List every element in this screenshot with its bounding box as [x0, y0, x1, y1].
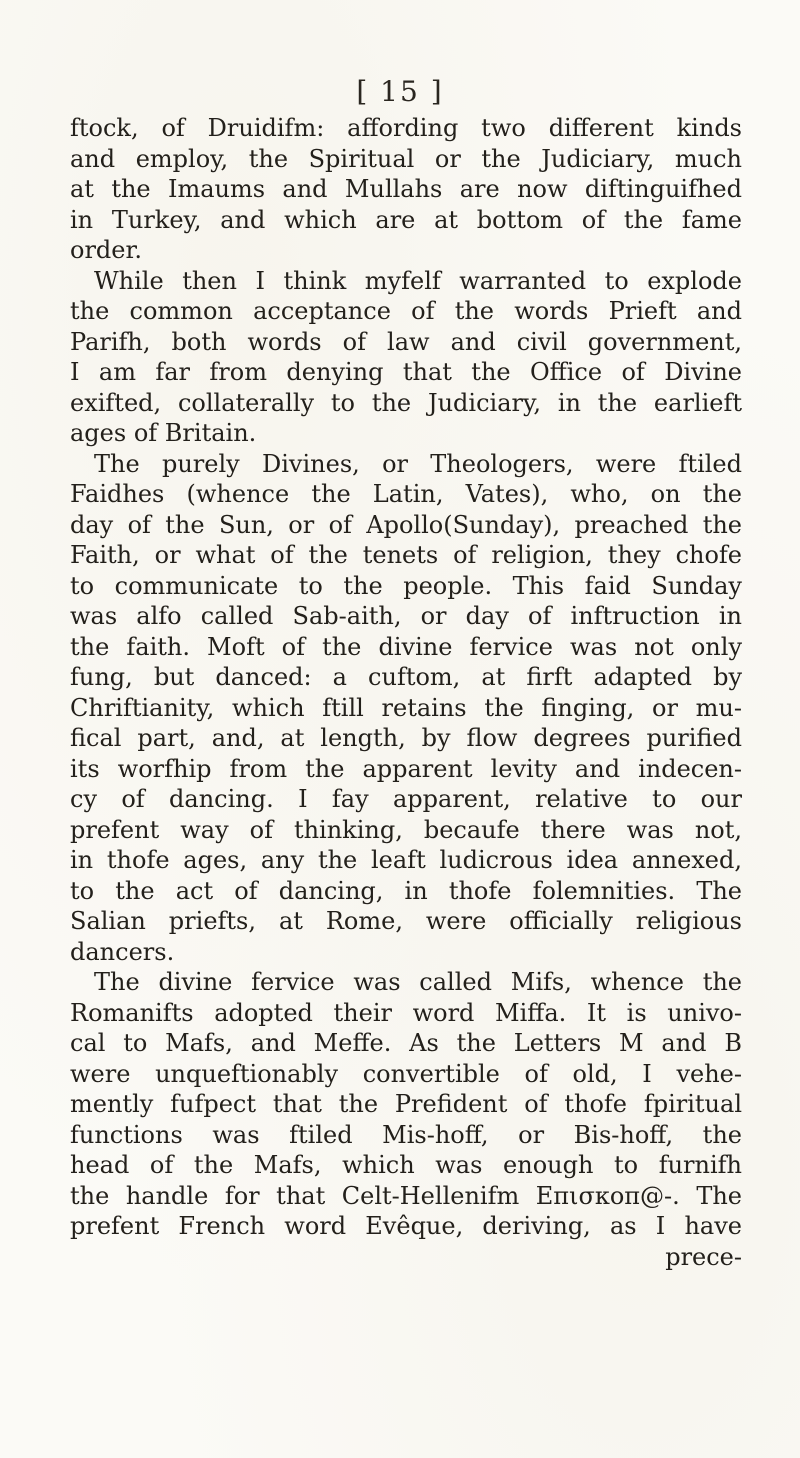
text-line: the faith. Moft of the divine fervice was not only — [70, 632, 742, 661]
text-line: order. — [70, 236, 142, 264]
text-line: Faidhes (whence the Latin, Vates), who, on the — [70, 480, 742, 508]
text-line: I am far from denying that the Office of Divine — [70, 358, 742, 386]
text-line: prefent French word Evêque, deriving, as I have — [70, 1212, 742, 1240]
text-line: The divine fervice was called Mifs, whence the — [94, 968, 742, 996]
text-line: fung, but danced: a cuftom, at firft adapted by — [70, 663, 742, 691]
catchword: prece- — [665, 1242, 742, 1271]
text-line: the common acceptance of the words Prieft and — [70, 297, 742, 325]
text-line: to communicate to the people. This faid Sunday — [70, 571, 742, 600]
body-text — [70, 113, 742, 1272]
text-line: to the act of dancing, in thofe folemnities. The — [70, 876, 742, 905]
text-line: Salian priefts, at Rome, were officially religious — [70, 907, 742, 935]
text-line: Faith, or what of the tenets of religion, they chofe — [70, 541, 742, 569]
text-line: cal to Mafs, and Meffe. As the Letters M and B — [70, 1029, 742, 1057]
text-line: and employ, the Spiritual or the Judiciary, much — [70, 144, 742, 173]
text-line: exifted, collaterally to the Judiciary, in the earlieft — [70, 388, 742, 417]
page-number: [ 15 ] — [356, 75, 444, 108]
text-line: The purely Divines, or Theologers, were ftiled — [94, 449, 742, 478]
text-line: Parifh, both words of law and civil government, — [70, 327, 742, 356]
text-line: functions was ftiled Mis-hoff, or Bis-hoff, the — [70, 1120, 742, 1149]
text-line: cy of dancing. I fay apparent, relative to our — [70, 785, 742, 813]
text-line: in Turkey, and which are at bottom of the fame — [70, 205, 742, 234]
text-line: ftock, of Druidifm: affording two different kinds — [70, 114, 742, 142]
text-line: head of the Mafs, which was enough to furnifh — [70, 1151, 742, 1179]
text-line: dancers. — [70, 937, 175, 966]
text-line: at the Imaums and Mullahs are now diftinguifhed — [70, 175, 742, 203]
text-line: mently fufpect that the Prefident of thofe fpiritual — [70, 1090, 742, 1118]
text-line: was alfo called Sab-aith, or day of inftruction in — [70, 602, 742, 630]
text-line: fical part, and, at length, by flow degrees purified — [70, 724, 742, 752]
text-line: its worfhip from the apparent levity and indecen- — [70, 754, 742, 783]
text-line: While then I think myfelf warranted to explode — [94, 266, 742, 295]
text-line: prefent way of thinking, becaufe there was not, — [70, 815, 742, 844]
text-line: the handle for that Celt-Hellenifm Επισκοπ@-. The — [70, 1181, 742, 1210]
text-line: were unqueftionably convertible of old, I vehe- — [70, 1059, 742, 1088]
text-line: Romanifts adopted their word Miffa. It is univo- — [70, 998, 742, 1027]
text-line: ages of Britain. — [70, 419, 257, 447]
text-line: day of the Sun, or of Apollo(Sunday), preached the — [70, 510, 742, 539]
text-line: in thofe ages, any the leaft ludicrous idea annexed, — [70, 846, 742, 874]
text-line: Chriftianity, which ftill retains the finging, or mu- — [70, 693, 742, 722]
